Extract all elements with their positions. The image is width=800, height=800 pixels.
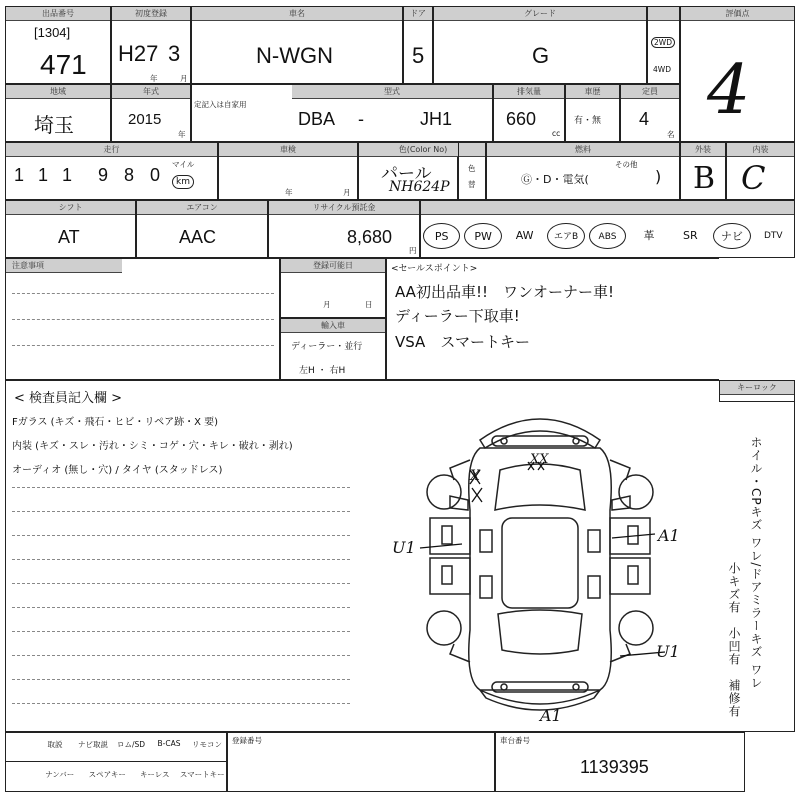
model-code-sep: - [358,109,364,129]
interior-grade: C [741,159,766,197]
chassis-header: 車台番号 [500,736,530,745]
inspector-line [12,559,350,560]
inspector-line [12,703,350,704]
region-header: 地域 [6,85,110,99]
month-unit: 月 [180,74,188,83]
exterior-box [680,142,726,200]
model-code: JH1 [420,109,453,129]
mark-left-side: U1 [392,538,416,557]
color-change-box [458,142,486,200]
equipment-革: 革 [643,229,655,242]
equipment-AW: AW [515,229,534,242]
reg-number-box [227,732,495,792]
reg-year-value: 2015 [128,111,162,128]
region-value: 埼玉 [34,115,74,137]
yen-unit: 円 [409,246,417,255]
inspector-line [12,631,350,632]
ownership-value: 有・無 [574,116,602,126]
key-header: キーロック [720,381,794,395]
color-header: 色(Color No) [359,143,487,157]
doc-item2-2: キーレス [139,770,170,779]
fuel-options: Ⓖ・D・電気( [521,173,589,186]
mark-left-top: X [470,468,480,484]
interior-header: 内装 [727,143,794,157]
mileage-digit-1: 1 [14,165,25,185]
mileage-digit-2: 1 [38,165,49,185]
mark-bottom: A1 [540,706,562,725]
doors-box [403,6,433,84]
inspector-line [12,511,350,512]
lot-box [5,6,111,84]
mileage-digit-5: 8 [124,165,135,185]
sales-point-header: <セールスポイント> [391,264,478,274]
displacement-value: 660 [506,109,537,129]
drive-box [647,6,680,84]
equipment-box [420,200,795,258]
grade-header: グレード [434,7,646,21]
mileage-digit-6: 0 [150,165,161,185]
fuel-other-label: その他 [615,160,638,169]
aircon-header: エアコン [137,201,267,215]
exterior-header: 外装 [681,143,725,157]
inspector-line [12,607,350,608]
equipment-PW: PW [464,223,501,249]
doc-item2-0: ナンバー [45,770,75,779]
model-type-box [191,84,493,142]
displacement-unit: cc [552,129,561,138]
docs-divider [6,761,226,762]
doc-item-4: リモコン [192,740,222,749]
reg-year-unit: 年 [178,130,186,139]
inspection-box [218,142,358,200]
notes-line [12,293,274,294]
private-note: 定記入は自家用 [194,100,247,109]
equipment-DTV: DTV [763,231,783,241]
mark-right-rear: U1 [656,642,680,661]
reg-valid-day: 日 [365,300,373,309]
notes-box [5,258,280,380]
mileage-digit-3: 1 [62,165,73,185]
inspection-header: 車検 [219,143,357,157]
drive-4wd: 4WD [653,65,671,74]
reg-year-box [111,84,191,142]
notes-line [12,319,274,320]
docs-box [5,732,227,792]
recycle-fee: 8,680 [347,227,393,247]
mileage-box [5,142,218,200]
drive-header [648,7,679,21]
inspector-line-3: オーディオ (無し・穴) / タイヤ (スタッドレス) [12,465,223,476]
inspector-line [12,583,350,584]
mileage-unit: km [172,175,194,189]
shift-header: シフト [6,201,135,215]
equipment-list [421,215,794,257]
mileage-digit-4: 9 [98,165,109,185]
displacement-box [493,84,565,142]
interior-box [726,142,795,200]
inspection-year-unit: 年 [285,188,293,197]
evaluation-box [680,6,795,142]
doc-item-0: 取説 [47,740,63,749]
inspector-line [12,655,350,656]
chassis-box [495,732,745,792]
sales-point-3: VSA スマートキー [395,333,531,351]
import-type: ディーラー・並行 [291,342,363,352]
equipment-SR: SR [683,229,698,242]
doors-value: 5 [412,43,425,68]
region-box [5,84,111,142]
reg-valid-month: 月 [323,300,331,309]
model-header: 車名 [192,7,402,21]
evaluation-header: 評価点 [681,7,794,21]
inspector-line [12,487,350,488]
reg-valid-box [280,258,386,318]
equipment-ナビ: ナビ [713,223,750,249]
model-code-prefix: DBA [298,109,336,129]
car-diagram [380,400,700,730]
color-code: NH624P [389,179,450,195]
reg-number-header: 登録番号 [232,736,262,745]
lot-number: 471 [40,49,87,80]
side-text-sub: 小キズ有 小凹有 補修有 [727,562,741,718]
history-box [565,84,620,142]
sales-point-1: AA初出品車!! ワンオーナー車! [395,283,614,301]
reg-year-header: 年式 [112,85,190,99]
notes-line [12,345,274,346]
capacity-value: 4 [639,109,650,129]
reg-valid-header: 登録可能日 [281,259,385,273]
drive-2wd: 2WD [651,37,675,48]
color-box [358,142,458,200]
venue-code: [1304] [34,25,71,40]
model-name: N-WGN [256,43,333,68]
color-label-a: 色 [468,164,476,173]
mark-right-side: A1 [658,526,680,545]
year-unit: 年 [150,74,158,83]
color-label-b: 替 [468,180,476,189]
aircon-value: AAC [179,227,217,247]
grade-value: G [532,43,550,68]
inspector-line-1: Fガラス (キズ・飛石・ヒビ・リペア跡・X 要) [12,417,219,428]
equipment-PS: PS [423,223,460,249]
chassis-number: 1139395 [580,757,649,777]
capacity-header: 定員 [621,85,679,99]
transmission-value: AT [58,227,80,247]
inspection-month-unit: 月 [343,188,351,197]
first-reg-header: 初度登録 [112,7,190,21]
doors-header: ドア [404,7,432,21]
doc-item2-3: スマートキー [179,770,225,779]
model-box [191,6,403,84]
docs-row-2 [36,769,226,785]
mark-top: XX [530,452,549,467]
mileage-unit-alt: マイル [172,160,195,169]
side-text-main: ホイル・CPキズ ワレ/ドアミラーキズ ワレ [749,436,763,690]
import-header: 輸入車 [281,319,385,333]
fuel-box [486,142,680,200]
lot-header: 出品番号 [6,7,110,21]
mileage-header: 走行 [6,143,217,157]
doc-item-3: B-CAS [157,739,181,748]
history-header: 車歴 [566,85,619,99]
exterior-grade: B [693,161,716,196]
model-type-header: 型式 [292,85,492,99]
doc-item-1: ナビ取説 [78,740,108,749]
sales-point-box [386,258,719,380]
docs-row-1 [36,739,226,755]
capacity-box [620,84,680,142]
doc-item2-1: スペアキー [88,770,126,779]
color-name: パール [381,164,432,184]
notes-header: 注意事項 [6,259,122,273]
inspector-line-2: 内装 (キズ・スレ・汚れ・シミ・コゲ・穴・キレ・破れ・剥れ) [12,441,293,452]
evaluation-score: 4 [707,51,751,130]
equipment-エアB: エアB [547,223,584,249]
steering: 左H ・ 右H [299,366,346,376]
sales-point-2: ディーラー下取車! [395,307,520,325]
equipment-header [421,201,794,215]
aircon-box [136,200,268,258]
displacement-header: 排気量 [494,85,564,99]
import-box [280,318,386,380]
inspector-header: < 検査員記入欄 > [14,391,123,406]
fuel-header: 燃料 [487,143,679,157]
inspector-line [12,679,350,680]
key-box [719,380,795,402]
capacity-unit: 名 [667,130,675,139]
recycle-header: リサイクル預託金 [269,201,419,215]
era-year: H27 [118,41,159,66]
fuel-close: ) [655,167,662,186]
doc-item-2: ロム/SD [116,740,146,749]
grade-box [433,6,647,84]
inspector-line [12,535,350,536]
recycle-box [268,200,420,258]
reg-month: 3 [168,41,181,66]
first-reg-box [111,6,191,84]
shift-box [5,200,136,258]
equipment-ABS: ABS [589,223,626,249]
